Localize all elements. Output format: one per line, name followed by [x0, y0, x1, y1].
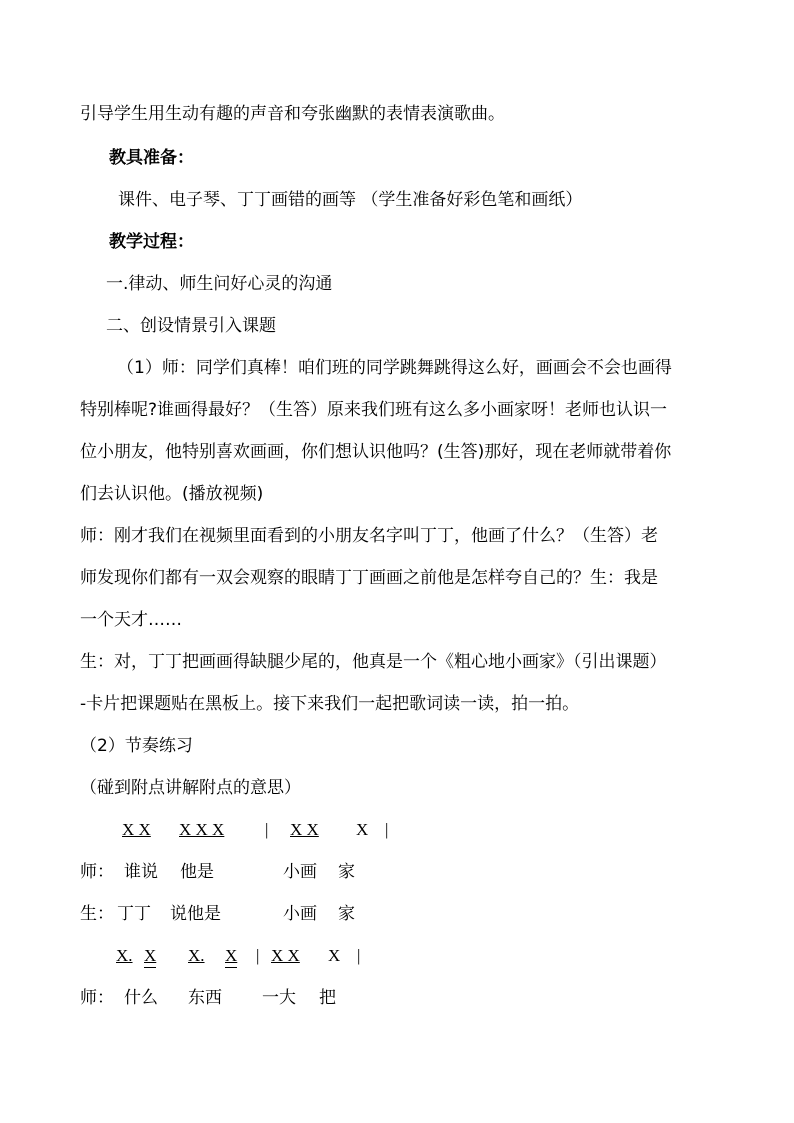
paragraph-2-line-2: 师发现你们都有一双会观察的眼睛丁丁画画之前他是怎样夸自己的？生：我是: [80, 568, 658, 588]
rhythm-row-1: [0, 819, 794, 841]
bar-line: |: [265, 820, 269, 839]
paragraph-3-line-1: 生：对，丁丁把画画得缺腿少尾的，他真是一个《粗心地小画家》（引出课题）: [80, 652, 667, 672]
paragraph-2-line-1: 师：刚才我们在视频里面看到的小朋友名字叫丁丁，他画了什么？（生答）老: [80, 526, 658, 546]
rhythm-note: X: [356, 820, 369, 839]
lyric-word: 把: [319, 988, 336, 1008]
paragraph-1-line-1: （1）师：同学们真棒！咱们班的同学跳舞跳得这么好，画画会不会也画得: [117, 358, 672, 378]
lyric-word: 东西: [188, 988, 222, 1008]
teaching-aids-list: 课件、电子琴、丁丁画错的画等 （学生准备好彩色笔和画纸）: [118, 190, 583, 210]
rhythm-group: X X: [290, 820, 319, 839]
rhythm-group: X X: [271, 946, 300, 965]
lyric-word: 丁丁: [117, 904, 151, 924]
lyric-word: 什么: [124, 988, 158, 1008]
lyric-word: 家: [338, 904, 355, 924]
paragraph-2-line-3: 一个天才……: [80, 610, 182, 630]
lyric-speaker: 师：: [80, 862, 114, 882]
bar-line: |: [256, 946, 260, 965]
rhythm-note: X: [225, 945, 237, 968]
subsection-rhythm-note: （碰到附点讲解附点的意思）: [80, 778, 301, 798]
rhythm-dotted-note: X.: [116, 946, 133, 965]
step-two: 二、创设情景引入课题: [106, 316, 276, 336]
lyric-word: 一大: [262, 988, 296, 1008]
rhythm-note: X: [144, 945, 156, 968]
rhythm-dotted-note: X.: [188, 946, 205, 965]
heading-teaching-aids: 教具准备：: [109, 148, 194, 168]
bar-line: |: [357, 946, 361, 965]
paragraph-1-line-4: 们去认识他。(播放视频): [80, 484, 264, 504]
bar-line: |: [385, 820, 389, 839]
paragraph-1-line-3: 位小朋友，他特别喜欢画画，你们想认识他吗？(生答)那好，现在老师就带着你: [80, 442, 672, 462]
rhythm-group: X X X: [179, 820, 225, 839]
lyric-word: 谁说: [124, 862, 158, 882]
lyric-word: 说他是: [170, 904, 221, 924]
lyric-speaker: 师：: [80, 988, 114, 1008]
heading-teaching-process: 教学过程：: [109, 232, 194, 252]
lyric-word: 小画: [283, 904, 317, 924]
rhythm-group: X X: [122, 820, 151, 839]
lyric-speaker: 生：: [80, 904, 114, 924]
lyric-word: 他是: [180, 862, 214, 882]
lyric-word: 家: [338, 862, 355, 882]
lyric-word: 小画: [283, 862, 317, 882]
rhythm-note: X: [328, 946, 341, 965]
subsection-rhythm-practice: （2）节奏练习: [80, 736, 193, 756]
paragraph-3-line-2: -卡片把课题贴在黑板上。接下来我们一起把歌词读一读，拍一拍。: [80, 694, 580, 714]
paragraph-intro: 引导学生用生动有趣的声音和夸张幽默的表情表演歌曲。: [80, 104, 505, 124]
rhythm-row-2: [0, 945, 794, 967]
step-one: 一.律动、师生问好心灵的沟通: [106, 274, 333, 294]
paragraph-1-line-2: 特别棒呢?谁画得最好？（生答）原来我们班有这么多小画家呀！老师也认识一: [80, 400, 668, 420]
